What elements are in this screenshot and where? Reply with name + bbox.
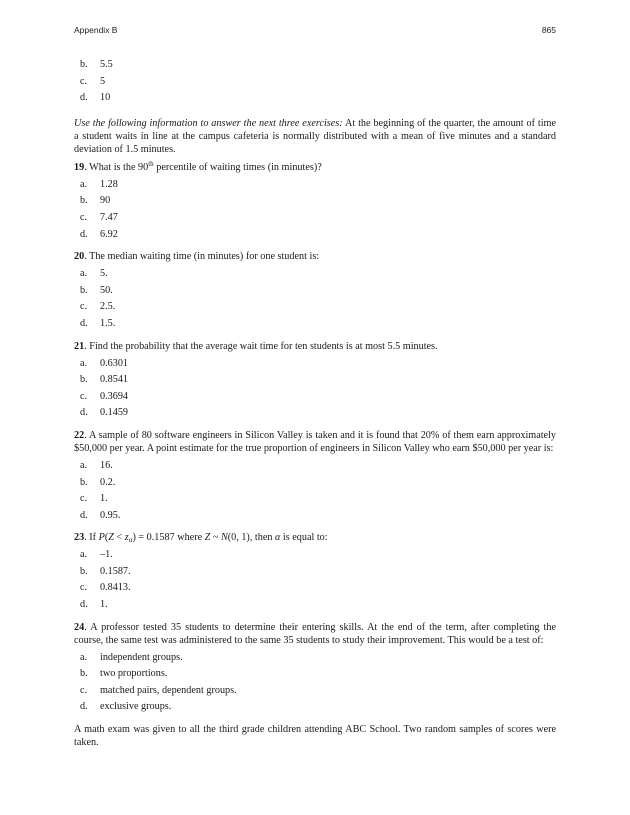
math-var: Z: [204, 532, 211, 544]
option-list: [74, 58, 556, 108]
answer-option: [74, 581, 556, 598]
question-text: . A professor tested 35 students to determine their entering skills. At the end of the term, after completing the course, the same test was administered to the same 35 students to study their improvement. This would be a test of:: [74, 621, 556, 646]
option-text: 0.1459: [100, 407, 129, 419]
option-list: [74, 548, 556, 614]
page-content: [74, 58, 556, 749]
option-text: 6.92: [100, 228, 118, 240]
option-list: [74, 178, 556, 244]
option-letter: d.: [80, 228, 88, 240]
option-text: 1.: [100, 599, 108, 611]
question-number: 22: [74, 429, 85, 441]
option-letter: a.: [80, 268, 88, 280]
option-letter: c.: [80, 75, 88, 87]
answer-option: [74, 58, 556, 75]
option-text: 10: [100, 92, 111, 104]
question-text: is equal to:: [280, 532, 328, 544]
option-letter: b.: [80, 565, 88, 577]
option-letter: c.: [80, 684, 88, 696]
option-text: 0.8413.: [100, 582, 131, 594]
option-letter: c.: [80, 493, 88, 505]
option-text: 5.: [100, 268, 108, 280]
question-number: 21: [74, 340, 85, 352]
question-24: [74, 621, 556, 647]
answer-option: [74, 700, 556, 717]
option-letter: b.: [80, 668, 88, 680]
math-var: Z: [108, 532, 114, 544]
question-19: [74, 161, 556, 174]
question-21: [74, 340, 556, 353]
answer-option: [74, 651, 556, 668]
intro-italic: Use the following information to answer the next three exercises:: [74, 117, 343, 129]
option-list: [74, 267, 556, 333]
question-20: [74, 250, 556, 263]
answer-option: [74, 211, 556, 228]
option-text: 0.6301: [100, 357, 129, 369]
option-text: 0.1587.: [100, 565, 131, 577]
option-letter: b.: [80, 476, 88, 488]
question-text: <: [113, 532, 125, 544]
option-letter: b.: [80, 374, 88, 386]
answer-option: [74, 300, 556, 317]
question-text: . Find the probability that the average wait time for ten students is at most 5.5 minutes.: [84, 340, 438, 352]
answer-option: [74, 459, 556, 476]
question-text: . If: [84, 532, 99, 544]
option-text: 0.2.: [100, 476, 116, 488]
closing-paragraph: A math exam was given to all the third grade children attending ABC School. Two random samples of scores were taken.: [74, 724, 556, 749]
exercise-intro: [74, 117, 556, 156]
question-text: ) = 0.1587 where: [132, 532, 205, 544]
answer-option: [74, 598, 556, 615]
option-letter: a.: [80, 357, 88, 369]
question-text: (: [104, 532, 109, 544]
option-letter: a.: [80, 178, 88, 190]
option-text: 90: [100, 195, 111, 207]
question-text: . A sample of 80 software engineers in Silicon Valley is taken and it is found that 20% of them earn approximately $50,000 per year. A point estimate for the true proportion of engineers in Silicon Valley who earn $50,000 per year is:: [74, 429, 556, 454]
math-var: P: [98, 532, 105, 544]
question-text: percentile of waiting times (in minutes)?: [153, 161, 322, 173]
option-letter: b.: [80, 284, 88, 296]
answer-option: [74, 91, 556, 108]
intro-text: At the beginning of the quarter, the amount of time a student waits in line at the campus cafeteria is normally distributed with a mean of five minutes and a standard deviation of 1.5 minutes.: [74, 117, 556, 155]
question-text: . The median waiting time (in minutes) for one student is:: [84, 251, 320, 263]
answer-option: [74, 357, 556, 374]
math-var: N: [220, 532, 228, 544]
question-23: [74, 531, 556, 544]
option-text: 50.: [100, 284, 113, 296]
option-letter: b.: [80, 59, 88, 70]
option-letter: a.: [80, 459, 88, 471]
option-text: 0.8541: [100, 374, 129, 386]
answer-option: [74, 390, 556, 407]
question-number: 20: [74, 251, 85, 263]
option-text: 0.95.: [100, 509, 121, 521]
answer-option: [74, 684, 556, 701]
math-var: α: [275, 532, 281, 544]
question-text: ~: [210, 532, 221, 544]
math-var: z: [124, 532, 129, 544]
option-letter: a.: [80, 549, 88, 561]
option-text: 2.5.: [100, 301, 116, 313]
option-letter: c.: [80, 211, 88, 223]
option-text: 7.47: [100, 211, 118, 223]
answer-option: [74, 492, 556, 509]
answer-option: [74, 406, 556, 423]
option-text: two proportions.: [100, 668, 168, 680]
option-letter: b.: [80, 195, 88, 207]
question-number: 23: [74, 532, 85, 544]
question-22: [74, 429, 556, 455]
question-text: (0, 1), then: [227, 532, 275, 544]
question-number: 19: [74, 161, 85, 173]
answer-option: [74, 194, 556, 211]
header-section-title: Appendix B: [74, 25, 118, 35]
answer-option: [74, 667, 556, 684]
answer-option: [74, 548, 556, 565]
answer-option: [74, 75, 556, 92]
option-text: 0.3694: [100, 390, 129, 402]
option-text: 1.5.: [100, 317, 116, 329]
question-text: . What is the 90: [84, 161, 149, 173]
option-text: exclusive groups.: [100, 701, 172, 713]
answer-option: [74, 565, 556, 582]
option-letter: c.: [80, 301, 88, 313]
option-text: independent groups.: [100, 651, 183, 663]
option-text: 16.: [100, 459, 113, 471]
option-letter: c.: [80, 582, 88, 594]
option-text: matched pairs, dependent groups.: [100, 684, 237, 696]
option-text: 5.5: [100, 59, 113, 70]
option-letter: d.: [80, 599, 88, 611]
answer-option: [74, 228, 556, 245]
option-text: 5: [100, 75, 106, 87]
option-letter: d.: [80, 92, 88, 104]
option-text: –1.: [100, 549, 113, 561]
option-letter: a.: [80, 651, 88, 663]
answer-option: [74, 267, 556, 284]
answer-option: [74, 317, 556, 334]
question-number: 24: [74, 621, 85, 633]
option-text: 1.: [100, 493, 108, 505]
option-text: 1.28: [100, 178, 118, 190]
math-subscript: α: [128, 536, 133, 545]
option-letter: d.: [80, 407, 88, 419]
answer-option: [74, 373, 556, 390]
option-letter: d.: [80, 317, 88, 329]
answer-option: [74, 178, 556, 195]
option-letter: d.: [80, 509, 88, 521]
answer-option: [74, 284, 556, 301]
option-list: [74, 459, 556, 525]
answer-option: [74, 476, 556, 493]
option-letter: c.: [80, 390, 88, 402]
answer-option: [74, 509, 556, 526]
superscript: th: [148, 159, 154, 168]
option-letter: d.: [80, 701, 88, 713]
header-page-number: 865: [541, 25, 556, 35]
option-list: [74, 357, 556, 423]
option-list: [74, 651, 556, 717]
